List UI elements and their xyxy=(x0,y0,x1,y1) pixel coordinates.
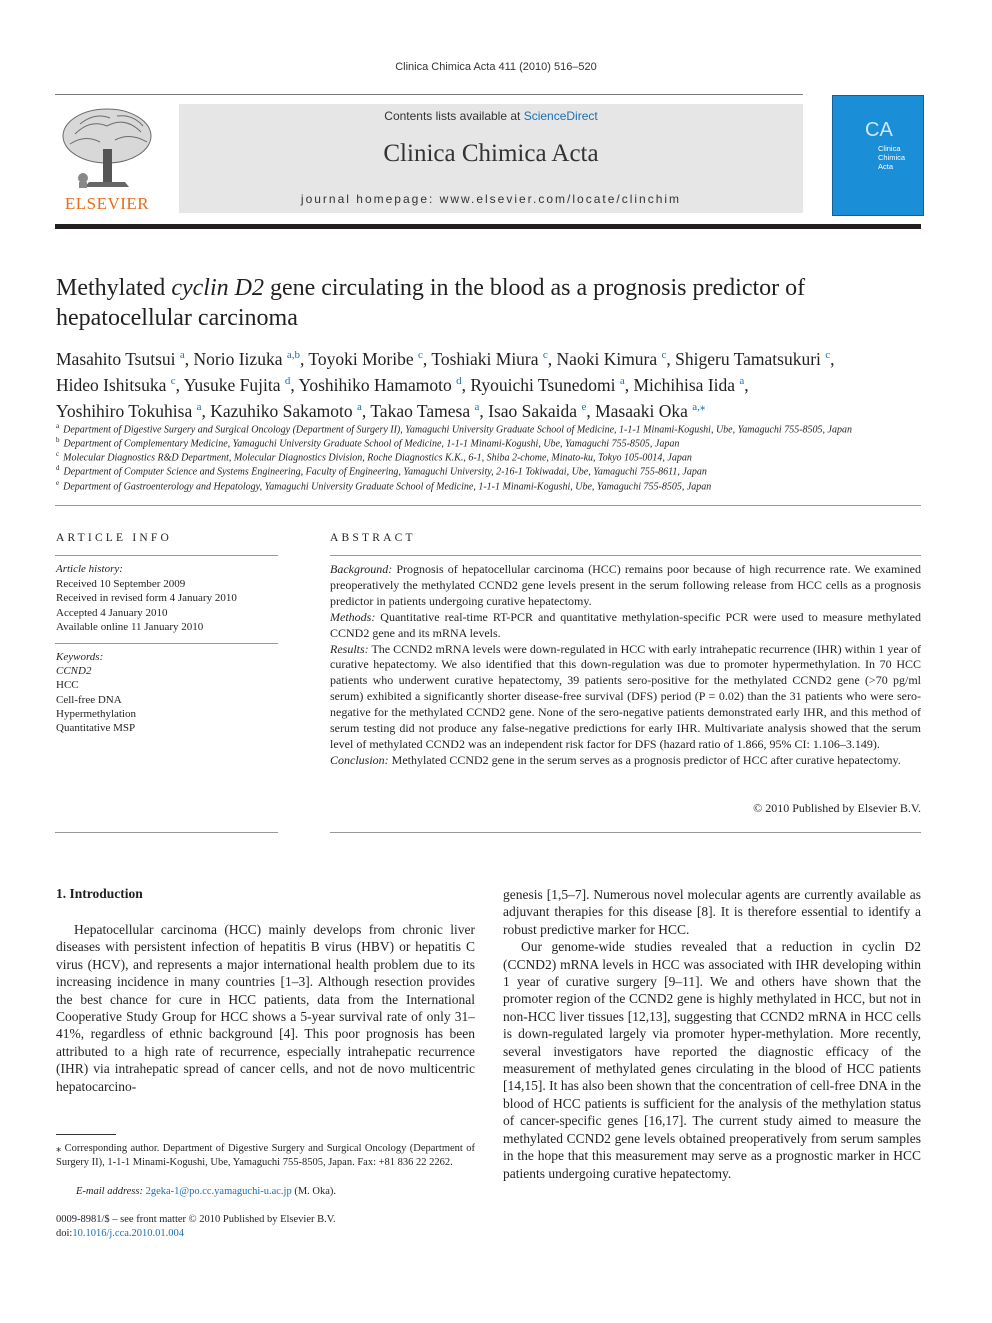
author: Kazuhiko Sakamoto xyxy=(210,400,353,421)
abstract-bottom-rule xyxy=(330,832,921,833)
paragraph: genesis [1,5–7]. Numerous novel molecular agents are currently available as adjuvant therapies for this disease [8]. It is therefore essential to identify a robust predictive marker for HCC. xyxy=(503,887,921,937)
author: Toshiaki Miura xyxy=(431,348,539,369)
author: Norio Iizuka xyxy=(193,348,283,369)
history-item: Received 10 September 2009 xyxy=(56,578,186,590)
abstract-heading: ABSTRACT xyxy=(330,532,416,544)
journal-masthead xyxy=(179,104,803,213)
history-item: Received in revised form 4 January 2010 xyxy=(56,592,237,604)
abstract-copyright: © 2010 Published by Elsevier B.V. xyxy=(753,801,921,815)
cover-logo-icon xyxy=(863,114,903,144)
doi-link[interactable]: 10.1016/j.cca.2010.01.004 xyxy=(72,1228,185,1239)
keyword: Hypermethylation xyxy=(56,708,137,720)
keyword: CCND2 xyxy=(56,665,92,677)
svg-text:CA: CA xyxy=(865,119,893,141)
affil-rule xyxy=(55,505,921,506)
article-info-bottom-rule xyxy=(55,832,278,833)
author: Yoshihiro Tokuhisa xyxy=(56,400,193,421)
email-link[interactable]: 2geka-1@po.cc.yamaguchi-u.ac.jp xyxy=(145,1186,292,1197)
intro-column-right xyxy=(503,886,921,1182)
author: Hideo Ishitsuka xyxy=(56,374,167,395)
author-list: Masahito Tsutsui $^a$, Norio Iizuka $^{a,b}$, Toyoki Moribe $^c$, Toshiaki Miura $^c$, Naoki Kimura $^c$, Shigeru Tamatsukuri $^c$, Hideo Ishitsuka $^c$, Yusuke Fujita $^d$, Yoshihiko Hamamoto $^d$, Ryouichi Tsunedomi $^a$, Michihisa Iida $^a$, Yoshihiro Tokuhisa $^a$, Kazuhiko Sakamoto $^a$, Takao Tamesa $^a$, Isao Sakaida $^e$, Masaaki Oka $^{a,⁎}$ xyxy=(56,348,835,421)
affiliation: $^d$ Department of Computer Science and Systems Engineering, Faculty of Engineering, Yamaguchi University, 2-16-1 Tokiwadai, Ube, Yamaguchi 755-8611, Japan xyxy=(56,464,707,478)
elsevier-logo[interactable] xyxy=(55,104,159,214)
corresponding-footnote: ⁎ Corresponding author. Department of Digestive Surgery and Surgical Oncology (Department of Surgery II), 1-1-1 Minami-Kogushi, Ube, Yamaguchi 755-8505, Japan. Fax: +81 836 22 2262. xyxy=(56,1143,475,1168)
affiliation: $^a$ Department of Digestive Surgery and Surgical Oncology (Department of Surgery II), Yamaguchi University Graduate School of Medicine, 1-1-1 Minami-Kogushi, Ube, Yamaguchi 755-8505, Japan xyxy=(56,422,852,436)
author: Toyoki Moribe xyxy=(308,348,414,369)
author: Michihisa Iida xyxy=(633,374,736,395)
affiliation: $^c$ Molecular Diagnostics R&D Department, Molecular Diagnostics Division, Roche Diagnostics K.K., 6-1, Shiba 2-chome, Minato-ku, Tokyo 105-0014, Japan xyxy=(56,450,692,464)
author: Masaaki Oka xyxy=(595,400,688,421)
affiliation: $^b$ Department of Complementary Medicine, Yamaguchi University Graduate School of Medicine, 1-1-1 Minami-Kogushi, Ube, Yamaguchi 755-8505, Japan xyxy=(56,436,680,450)
keywords-rule xyxy=(55,643,278,644)
elsevier-tree-icon xyxy=(55,104,159,194)
article-info-rule xyxy=(55,555,278,556)
paragraph: Our genome-wide studies revealed that a reduction in cyclin D2 (CCND2) mRNA levels in HCC was associated with IHR developing within 1 year of curative surgery [9–11]. We and others have shown that the promoter region of the CCND2 gene is highly methylated in HCC, but not in non-HCC liver tissues [12,13], suggesting that CCND2 mRNA in HCC cells is down-regulated largely via promoter hyper-methylation. More recently, several investigators have reported the diagnostic efficacy of the measurement of methylated genes circulating in the blood of HCC patients [14,15]. It has also been shown that the concentration of cell-free DNA in the blood of HCC patients is sufficient for the analysis of the methylation status of cancer-specific genes [16,17]. The current study aimed to measure the methylated CCND2 gene levels obtained preoperatively from serum samples in the hope that this measurement may serve as a prognostic marker in HCC patients undergoing curative hepatectomy. xyxy=(503,939,921,1181)
journal-cover[interactable] xyxy=(832,95,924,216)
history-item: Accepted 4 January 2010 xyxy=(56,607,168,619)
abstract-body: Background: Prognosis of hepatocellular carcinoma (HCC) remains poor because of high recurrence rate. We examined preoperatively the methylated CCND2 gene levels present in the serum following release from HCC cells as a prognosis predictor in patients undergoing curative hepatectomy. Methods: Quantitative real-time RT-PCR and quantitative methylation-specific PCR were used to measure methylated CCND2 gene and its mRNA levels. Results: The CCND2 mRNA levels were down-regulated in HCC with early intrahepatic recurrence (IHR) within 1 year of curative hepatectomy. We also identified that this down-regulation was due to promoter hypermethylation. In 70 HCC patients who underwent curative hepatectomy, 39 patients sero-positive for the methylated CCND2 gene (>70 pg/ml serum) exhibited a significantly shorter disease-free survival (DFS) period (P = 0.02) than the 31 patients who were sero-negative for the methylated CCND2 gene. None of the sero-negative patients demonstrated early IHR, and this method of serum testing did not produce any false-negative predictions for early IHR. Multivariate analysis showed that the serum level of methylated CCND2 was an independent risk factor for DFS (hazard ratio of 1.866, 95% CI: 1.106–3.149). Conclusion: Methylated CCND2 gene in the serum serves as a prognosis predictor of HCC after curative hepatectomy. xyxy=(330,562,921,767)
header-thick-rule xyxy=(55,224,921,229)
keyword: Cell-free DNA xyxy=(56,694,122,706)
author: Yoshihiko Hamamoto xyxy=(298,374,452,395)
author: Isao Sakaida xyxy=(488,400,578,421)
cover-title: Clinica Chimica Acta xyxy=(878,144,906,171)
email-footnote: E-mail address: 2geka-1@po.cc.yamaguchi-u.ac.jp (M. Oka). xyxy=(76,1186,337,1197)
intro-column-left xyxy=(56,921,475,1095)
issn-line: 0009-8981/$ – see front matter © 2010 Published by Elsevier B.V. xyxy=(56,1214,336,1225)
author: Ryouichi Tsunedomi xyxy=(470,374,616,395)
author: Masahito Tsutsui xyxy=(56,348,176,369)
header-rule xyxy=(55,94,803,95)
journal-homepage[interactable]: journal homepage: www.elsevier.com/locate/clinchim xyxy=(300,192,682,206)
paragraph: Hepatocellular carcinoma (HCC) mainly develops from chronic liver diseases with persistent infection of hepatitis B virus (HBV) or hepatitis C virus (HCV), and represents a major international health problem due to its increasing incidence in many countries [1–3]. Although resection provides the best chance for cure in HCC patients, data from the International Cooperative Study Group for HCC shows a 5-year survival rate of only 31–41%, regardless of ethnic background [4]. This poor prognosis has been attributed to a high rate of recurrence, especially intrahepatic recurrence (IHR) via intrahepatic spread of cancer cells, and not de novo multicentric hepatocarcino- xyxy=(56,922,475,1094)
keyword: Quantitative MSP xyxy=(56,722,136,734)
history-item: Available online 11 January 2010 xyxy=(56,621,204,633)
sciencedirect-link[interactable]: ScienceDirect xyxy=(523,109,598,123)
contents-line xyxy=(179,109,803,123)
author: Shigeru Tamatsukuri xyxy=(675,348,821,369)
affiliation: $^e$ Department of Gastroenterology and Hepatology, Yamaguchi University Graduate School of Medicine, 1-1-1 Minami-Kogushi, Ube, Yamaguchi 755-8505, Japan xyxy=(56,479,712,493)
section-heading: 1. Introduction xyxy=(56,886,143,901)
abstract-rule xyxy=(330,555,921,556)
journal-name: Clinica Chimica Acta xyxy=(383,140,599,167)
article-info-heading: ARTICLE INFO xyxy=(56,532,172,544)
keywords-label: Keywords: xyxy=(56,651,104,663)
author: Naoki Kimura xyxy=(556,348,658,369)
journal-citation: Clinica Chimica Acta 411 (2010) 516–520 xyxy=(395,61,597,73)
article-title: Methylated cyclin D2 gene circulating in the blood as a prognosis predictor of hepatocellular carcinoma xyxy=(56,275,806,331)
author: Takao Tamesa xyxy=(370,400,471,421)
publisher-logo-text: ELSEVIER xyxy=(64,194,150,213)
history-label: Article history: xyxy=(56,563,123,575)
keyword: HCC xyxy=(56,679,79,691)
doi-line: doi:10.1016/j.cca.2010.01.004 xyxy=(56,1228,185,1239)
footnote-rule xyxy=(56,1134,116,1135)
author: Yusuke Fujita xyxy=(183,374,281,395)
contents-prefix: Contents lists available at xyxy=(384,109,524,123)
